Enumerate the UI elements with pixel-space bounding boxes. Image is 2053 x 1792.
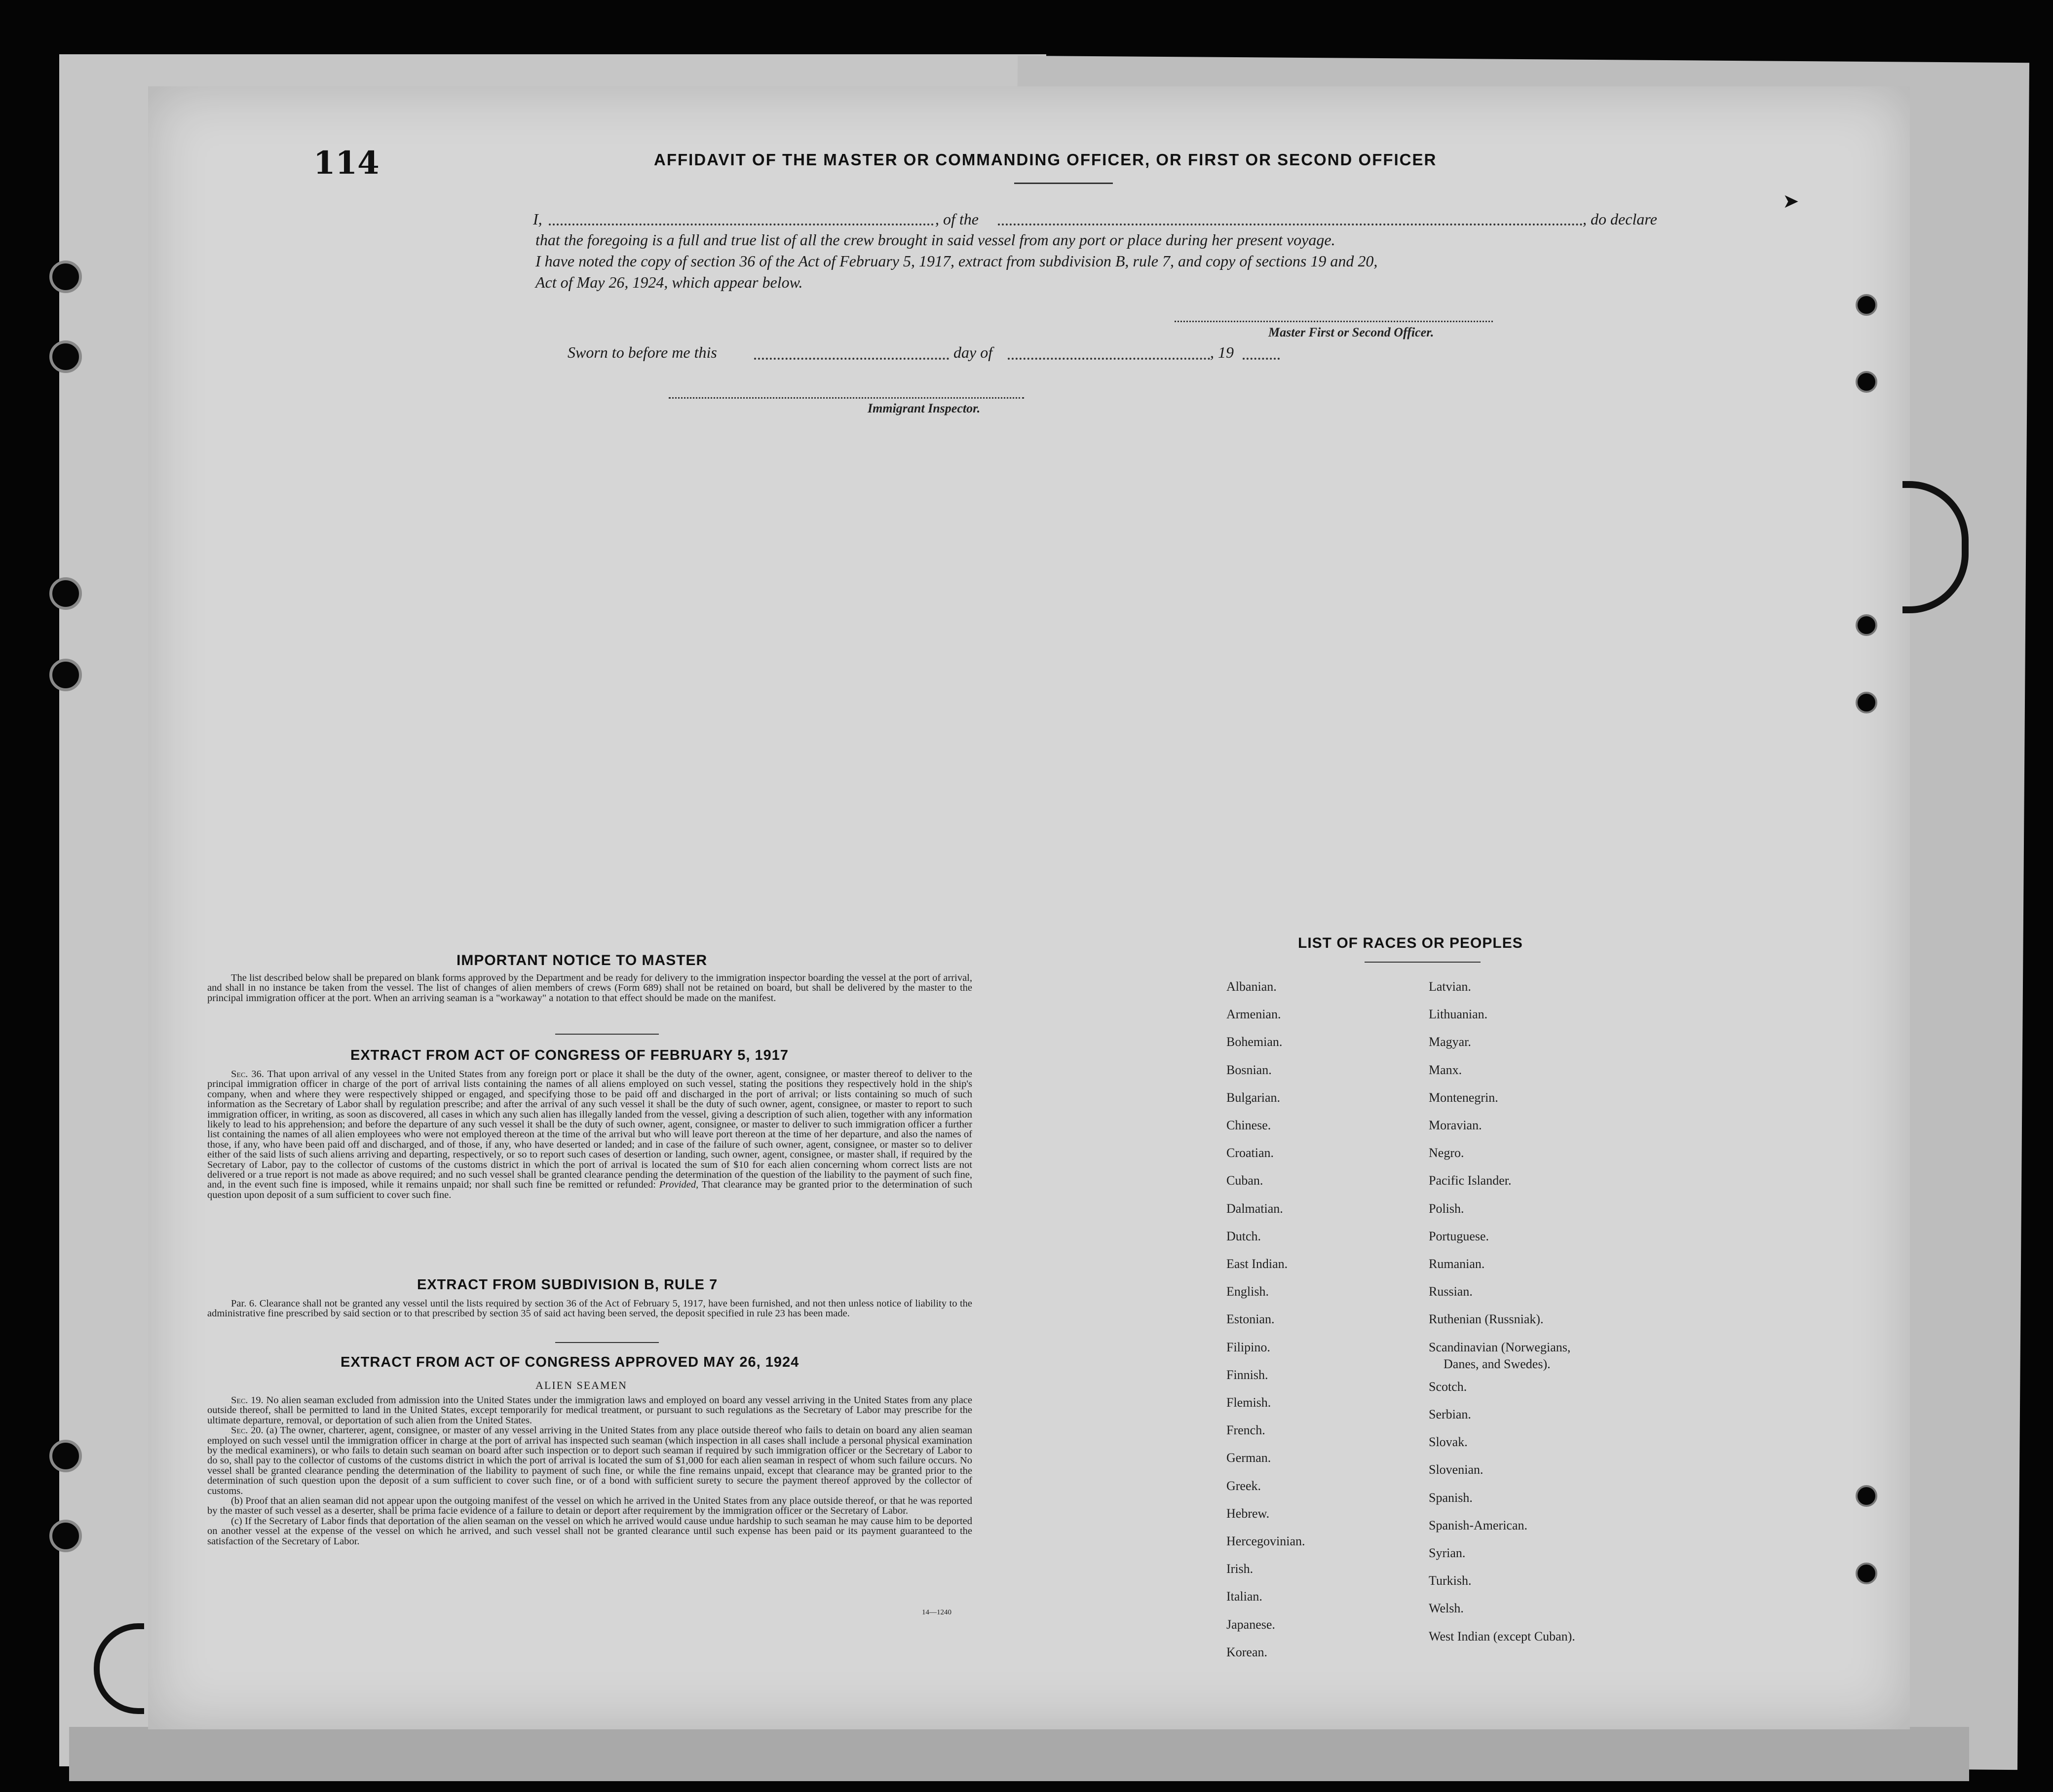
sec-20b-text: (b) Proof that an alien seaman did not appear upon the outgoing manifest of the vessel on which he arrived in the United States from any place outside thereof, or that he was reported by the master of such vessel as a deserter, shall be prima facie evidence of a failure to detain or deport after requirement by the immigration officer or the Secretary of Labor. xyxy=(207,1495,972,1517)
race-item: Cuban. xyxy=(1226,1173,1263,1188)
binder-hole xyxy=(49,1520,82,1552)
race-item: Russian. xyxy=(1429,1284,1473,1299)
declaration-i: I, xyxy=(533,210,542,228)
sworn-year-blank xyxy=(1243,358,1280,360)
sworn-prefix: Sworn to before me this xyxy=(568,343,717,361)
race-item: Montenegrin. xyxy=(1429,1090,1498,1105)
race-item: Italian. xyxy=(1226,1589,1262,1604)
race-item: Armenian. xyxy=(1226,1007,1281,1022)
race-item: Finnish. xyxy=(1226,1367,1268,1382)
ink-mark: ➤ xyxy=(1783,190,1799,213)
vessel-blank xyxy=(998,224,1583,225)
master-signature-line xyxy=(1175,321,1493,322)
race-item: Scandinavian (Norwegians, xyxy=(1429,1340,1571,1354)
page-number: 114 xyxy=(313,145,380,182)
race-item: Portuguese. xyxy=(1429,1229,1489,1243)
race-item: Chinese. xyxy=(1226,1118,1271,1132)
race-item: Negro. xyxy=(1429,1146,1464,1160)
race-item: Dutch. xyxy=(1226,1229,1261,1243)
binder-hole xyxy=(1856,692,1877,713)
race-item: Japanese. xyxy=(1226,1617,1275,1632)
race-item: East Indian. xyxy=(1226,1257,1288,1271)
form-page xyxy=(148,86,1910,1729)
sec-20a-text: (a) The owner, charterer, agent, consignee, or master of any vessel arriving in the United States from any place outside thereof who fails to detain on board any alien seaman employed on such vessel until the immigration officer in charge at the port of arrival has inspected such seaman (which inspection in all cases shall include a personal physical examination by the medical examiners), or who fails to detain such seaman on board after such inspection or to deport such seaman if required by such immigration officer or the Secretary of Labor to do so, shall pay to the collector of customs of the customs district in which the port of arrival is located the sum of $1,000 for each alien seaman in respect of whom such failure occurs. No vessel shall be granted clearance pending the determination of the liability to payment of such fine, or while the fine remains unpaid, except that clearance may be granted prior to the determination of such question upon the deposit of a sum sufficient to cover such fine, or of a bond with sufficient surety to secure the payment thereof approved by the collector of customs. xyxy=(207,1425,973,1496)
race-item: Rumanian. xyxy=(1429,1257,1485,1271)
section-divider xyxy=(555,1034,659,1035)
sec-20c-text: (c) If the Secretary of Labor finds that deportation of the alien seaman on the vessel on which he arrived would cause undue hardship to such seaman he may cause him to be deported on another vessel at the expense of the vessel on which he arrived, and such vessel shall not be granted clearance until such expense has been paid or its payment guaranteed to the satisfaction of the Secretary of Labor. xyxy=(207,1515,972,1547)
notice-paragraph: The list described below shall be prepared on blank forms approved by the Department and be ready for delivery to the immigration inspector boarding the vessel at the port of arrival, and shall in no instance be taken from the vessel. The list of changes of alien members of crews (Form 689) shall not be retained on board, but shall be delivered by the master to the principal immigration officer at the port. When an arriving seaman is a "workaway" a notation to that effect should be made on the manifest. xyxy=(207,972,972,1004)
race-item: Polish. xyxy=(1429,1201,1464,1216)
race-item: Ruthenian (Russniak). xyxy=(1429,1312,1544,1327)
extract-1917-title: EXTRACT FROM ACT OF CONGRESS OF FEBRUARY 5, 1917 xyxy=(350,1047,789,1063)
race-item: Serbian. xyxy=(1429,1407,1471,1421)
extract-rule7-body xyxy=(207,1299,972,1319)
race-item: French. xyxy=(1226,1423,1265,1438)
extract-rule7-title: EXTRACT FROM SUBDIVISION B, RULE 7 xyxy=(417,1277,718,1293)
race-item: Lithuanian. xyxy=(1429,1007,1488,1022)
race-item: Turkish. xyxy=(1429,1573,1472,1588)
race-item: Danes, and Swedes). xyxy=(1444,1356,1551,1371)
provided-term: Provided, xyxy=(659,1179,699,1191)
binder-hole xyxy=(49,577,82,610)
notice-title: IMPORTANT NOTICE TO MASTER xyxy=(456,952,708,969)
sworn-day-blank xyxy=(754,358,949,360)
rule7-paragraph: Par. 6. Clearance shall not be granted any vessel until the lists required by section 36 of the Act of February 5, 1917, have been furnished, and not then unless notice of liability to the administrative fine prescribed by said section or to that prescribed by section 35 of said act having been served, the deposit specified in rule 23 has been made. xyxy=(207,1298,972,1319)
race-item: Greek. xyxy=(1226,1478,1261,1493)
sec-36-text: That upon arrival of any vessel in the United States from any foreign port or place it shall be the duty of the owner, agent, consignee, or master thereof to deliver to the principal immigration officer in charge of the port of arrival lists containing the names of all aliens employed on such vessel, stating the positions they respectively hold in the ship's company, when and where they were respectively shipped or engaged, and specifying those to be paid off and discharged in the port of arrival; or lists containing so much of such information as the Secretary of Labor shall by regulation prescribe; and after the arrival of any such vessel it shall be the duty of such owner, agent, consignee, or master to report to such immigration officer, in writing, as soon as discovered, all cases in which any such alien has illegally landed from the vessel, giving a description of such alien, together with any information likely to lead to his apprehension; and before the departure of any such vessel it shall be the duty of such owner, agent, consignee, or master to deliver to such immigration officer a further list containing the names of all alien employees who were not employed thereon at the time of the arrival but who will leave port thereon at the time of her departure, and also the names of those, if any, who have been paid off and discharged, and of those, if any, who have deserted or landed; and in case of the failure of such owner, agent, consignee, or master so to deliver either of the said lists of such aliens arriving and departing, respectively, or so to report such cases of desertion or landing, such owner, agent, consignee, or master shall, if required by the Secretary of Labor, pay to the collector of customs of the customs district in which the port of arrival is located the sum of $10 for each alien concerning whom correct lists are not delivered or a true report is not made as above required; and no such vessel shall be granted clearance pending the determination of the question of the liability to the payment of such fine, and, in the event such fine is imposed, while it remains unpaid; nor shall such fine be remitted or refunded: xyxy=(207,1069,973,1191)
section-divider xyxy=(555,1342,659,1343)
form-code: 14—1240 xyxy=(922,1608,951,1616)
races-title-rule xyxy=(1365,962,1481,963)
extract-1924-body xyxy=(207,1395,972,1546)
binder-hole xyxy=(1856,1563,1877,1584)
race-item: Pacific Islander. xyxy=(1429,1173,1512,1188)
race-item: Magyar. xyxy=(1429,1035,1471,1049)
sec-19-text: No alien seaman excluded from admission into the United States under the immigration laws and employed on board any vessel arriving in the United States from any place outside thereof, shall be permitted to land in the United States, except temporarily for medical treatment, or pursuant to such regulations as the Secretary of Labor may prescribe for the ultimate departure, removal, or deportation of such alien from the United States. xyxy=(207,1395,973,1426)
race-item: Moravian. xyxy=(1429,1118,1482,1132)
race-item: Welsh. xyxy=(1429,1601,1464,1616)
race-item: Bohemian. xyxy=(1226,1035,1283,1049)
inspector-signature-line xyxy=(669,397,1024,399)
sec-36-end: That clearance may be granted prior to the determination of such question upon deposit of a sum sufficient to cover such fine. xyxy=(207,1179,972,1200)
binder-hole xyxy=(49,340,82,373)
race-item: Manx. xyxy=(1429,1062,1462,1077)
notice-body xyxy=(207,973,972,1003)
races-title: LIST OF RACES OR PEOPLES xyxy=(1298,935,1523,951)
race-item: Dalmatian. xyxy=(1226,1201,1283,1216)
binder-hole xyxy=(1856,294,1877,316)
binder-hole xyxy=(1856,614,1877,636)
affidavit-title: AFFIDAVIT OF THE MASTER OR COMMANDING OFFICER, OR FIRST OR SECOND OFFICER xyxy=(654,150,1437,169)
race-item: Albanian. xyxy=(1226,979,1277,994)
underlying-sheet-bottom xyxy=(69,1727,1969,1781)
sworn-year-prefix: , 19 xyxy=(1210,343,1234,361)
binder-hole xyxy=(1856,371,1877,393)
alien-seamen-subtitle: ALIEN SEAMEN xyxy=(535,1379,627,1391)
sworn-day-of: day of xyxy=(953,343,993,361)
declaration-line-4: Act of May 26, 1924, which appear below. xyxy=(535,273,803,291)
race-item: Estonian. xyxy=(1226,1312,1275,1327)
race-item: Filipino. xyxy=(1226,1340,1270,1354)
sec-20-label: Sec. 20. xyxy=(231,1425,264,1436)
declaration-of-the: , of the xyxy=(935,210,979,228)
race-item: English. xyxy=(1226,1284,1269,1299)
race-item: Hercegovinian. xyxy=(1226,1534,1305,1548)
race-item: Slovak. xyxy=(1429,1435,1468,1450)
race-item: Scotch. xyxy=(1429,1379,1467,1394)
name-blank xyxy=(549,224,934,225)
race-item: Flemish. xyxy=(1226,1395,1271,1410)
race-item: German. xyxy=(1226,1451,1271,1465)
binder-hole xyxy=(49,1440,82,1472)
declaration-line-3: I have noted the copy of section 36 of the Act of February 5, 1917, extract from subdivision B, rule 7, and copy of sections 19 and 20, xyxy=(535,252,1378,270)
declaration-line-2: that the foregoing is a full and true list of all the crew brought in said vessel from any port or place during her present voyage. xyxy=(535,231,1335,249)
race-item: Spanish-American. xyxy=(1429,1518,1528,1532)
race-item: Bosnian. xyxy=(1226,1062,1272,1077)
binder-hole xyxy=(1856,1485,1877,1507)
binder-hole xyxy=(49,261,82,293)
extract-1917-body xyxy=(207,1069,972,1200)
sec-19-label: Sec. 19. xyxy=(231,1395,264,1406)
race-item: Bulgarian. xyxy=(1226,1090,1281,1105)
race-item: Slovenian. xyxy=(1429,1462,1483,1477)
race-item: Syrian. xyxy=(1429,1546,1466,1560)
race-item: Irish. xyxy=(1226,1562,1254,1576)
race-item: West Indian (except Cuban). xyxy=(1429,1629,1575,1643)
title-rule xyxy=(1014,183,1113,184)
declaration-do-declare: , do declare xyxy=(1583,210,1657,228)
race-item: Spanish. xyxy=(1429,1490,1473,1505)
race-item: Croatian. xyxy=(1226,1146,1274,1160)
sec-36-label: Sec. 36. xyxy=(231,1069,265,1080)
binder-hole xyxy=(49,659,82,691)
sworn-month-blank xyxy=(1008,358,1210,360)
master-label: Master First or Second Officer. xyxy=(1268,325,1434,339)
race-item: Latvian. xyxy=(1429,979,1471,994)
inspector-label: Immigrant Inspector. xyxy=(868,401,981,415)
extract-1924-title: EXTRACT FROM ACT OF CONGRESS APPROVED MAY 26, 1924 xyxy=(341,1354,799,1370)
race-item: Hebrew. xyxy=(1226,1506,1270,1521)
race-item: Korean. xyxy=(1226,1644,1268,1659)
